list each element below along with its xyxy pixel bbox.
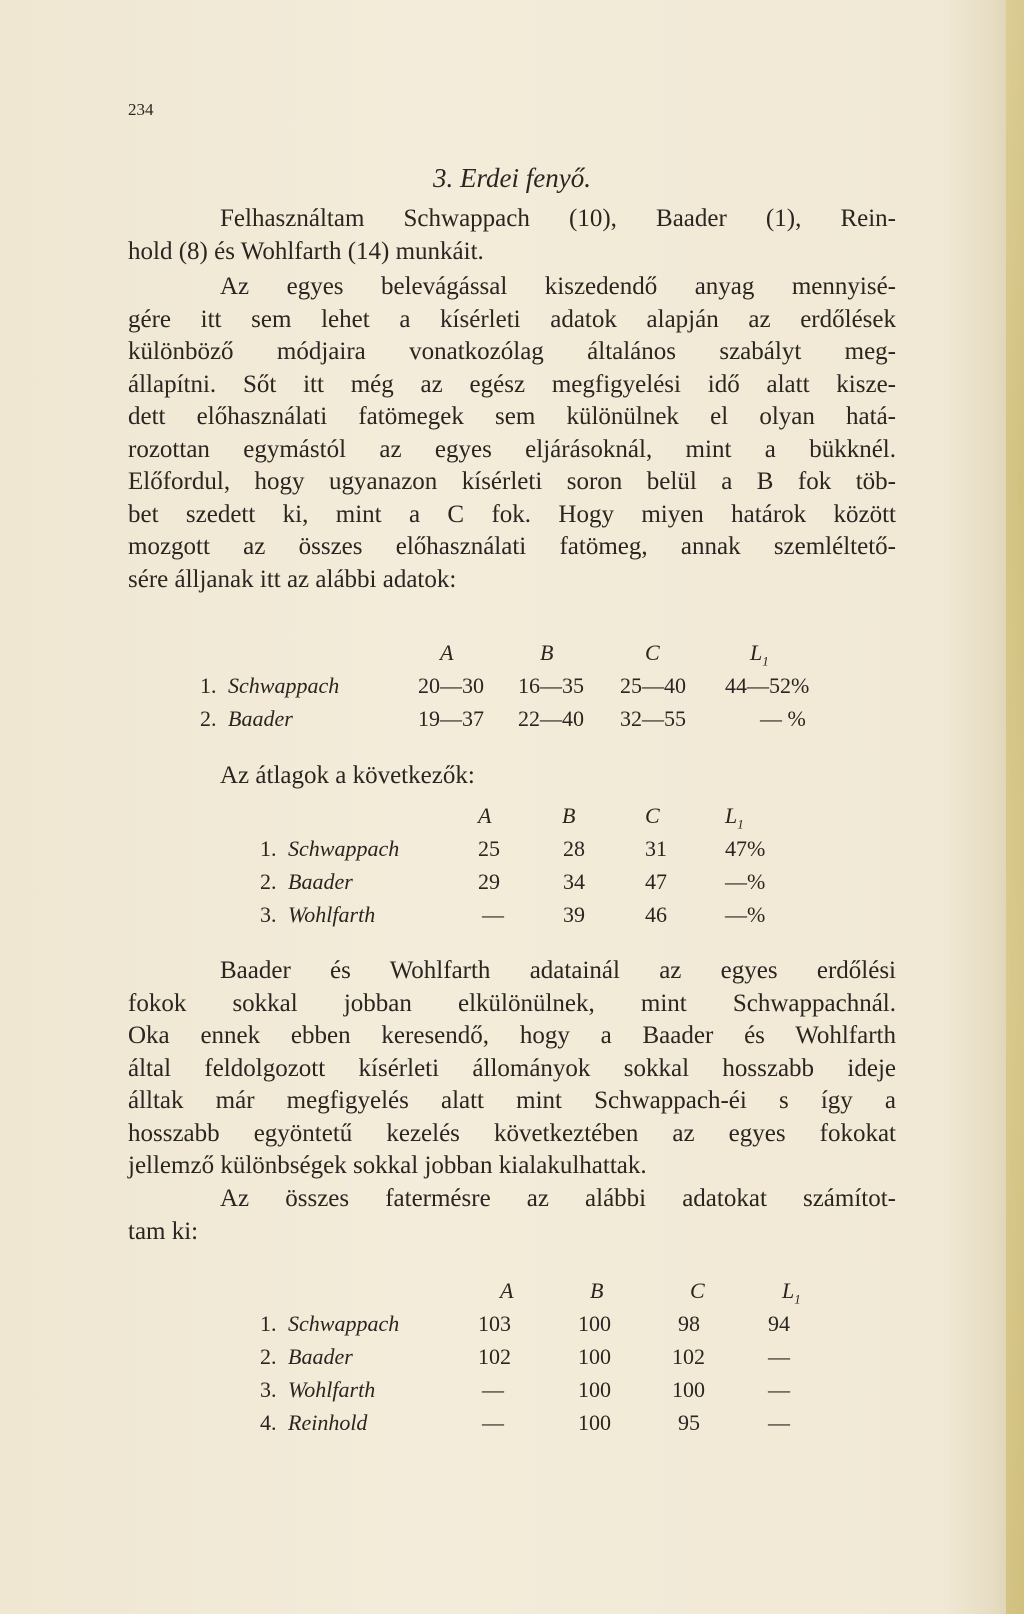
averages-intro xyxy=(128,760,896,793)
paragraph-line: jellemző különbségek sokkal jobban kialakulhattak. xyxy=(128,1152,647,1179)
row-number: 1. xyxy=(200,673,217,698)
row-author: Baader xyxy=(228,706,293,731)
paragraph-line: Baader és Wohlfarth adatainál az egyes erdőlési xyxy=(220,957,896,984)
cell-b: 16—35 xyxy=(518,673,584,698)
total-yield-table xyxy=(260,1278,820,1443)
column-header-c: C xyxy=(645,803,660,828)
cell-l1: —% xyxy=(725,869,766,894)
table-header-row xyxy=(200,640,820,673)
cell-b: 100 xyxy=(578,1344,611,1369)
row-author: Wohlfarth xyxy=(288,902,376,927)
row-number: 3. xyxy=(260,902,277,927)
column-header-subscript: 1 xyxy=(762,653,769,669)
cell-b: 22—40 xyxy=(518,706,584,731)
row-author: Baader xyxy=(288,1344,353,1369)
paragraph-line: bet szedett ki, mint a C fok. Hogy miyen határok között xyxy=(128,500,896,528)
cell-b: 100 xyxy=(578,1410,611,1435)
cell-a: 29 xyxy=(478,869,500,894)
page-number: 234 xyxy=(128,100,154,119)
paragraph-line: által feldolgozott kísérleti állományok sokkal hosszabb ideje xyxy=(128,1054,896,1082)
row-author: Schwappach xyxy=(228,673,340,698)
cell-a: 19—37 xyxy=(418,706,484,731)
cell-c: 102 xyxy=(672,1344,705,1369)
paragraph-line: állapítni. Sőt itt még az egész megfigyelési idő alatt kisze- xyxy=(128,370,896,398)
cell-l1: — % xyxy=(760,706,806,731)
paragraph-line: Oka ennek ebben keresendő, hogy a Baader és Wohlfarth xyxy=(128,1022,896,1049)
table-row xyxy=(260,869,820,902)
row-number: 2. xyxy=(260,869,277,894)
table-row xyxy=(260,1410,820,1443)
table-row xyxy=(260,1377,820,1410)
column-header-c: C xyxy=(645,640,660,665)
range-table xyxy=(200,640,820,739)
paragraph-line: Előfordul, hogy ugyanazon kísérleti soron belül a B fok töb- xyxy=(128,468,896,495)
table-row xyxy=(260,1344,820,1377)
row-author: Schwappach xyxy=(288,1311,400,1336)
cell-a: — xyxy=(482,902,504,927)
cell-l1: — xyxy=(768,1344,790,1369)
paragraph-line: hold (8) és Wohlfarth (14) munkáit. xyxy=(128,237,484,265)
column-header-b: B xyxy=(540,640,554,665)
cell-c: 47 xyxy=(645,869,667,894)
cell-l1: — xyxy=(768,1410,790,1435)
cell-c: 25—40 xyxy=(620,673,686,698)
cell-a: — xyxy=(482,1410,504,1435)
paragraph-line: Felhasználtam Schwappach (10), Baader (1), Rein- xyxy=(220,205,896,232)
column-header-b: B xyxy=(562,803,576,828)
paragraph-2 xyxy=(128,955,896,1183)
row-author: Wohlfarth xyxy=(288,1377,376,1402)
table-header-row xyxy=(260,1278,820,1311)
paragraph-line: különböző módjaira vonatkozólag általános szabályt meg- xyxy=(128,338,896,365)
column-header-l1 xyxy=(782,1278,801,1307)
section-title: 3. Erdei fenyő. xyxy=(433,163,591,193)
column-header-l: L xyxy=(782,1278,795,1303)
column-header-c: C xyxy=(690,1278,705,1303)
cell-c: 98 xyxy=(678,1311,700,1336)
cell-b: 28 xyxy=(563,836,585,861)
page-edge xyxy=(1006,0,1024,1614)
paragraph-line: álltak már megfigyelés alatt mint Schwappach-éi s így a xyxy=(128,1087,896,1114)
row-author: Schwappach xyxy=(288,836,400,861)
column-header-a: A xyxy=(440,640,454,665)
table-row xyxy=(260,1311,820,1344)
cell-b: 39 xyxy=(563,902,585,927)
column-header-subscript: 1 xyxy=(794,1291,801,1307)
averages-table xyxy=(260,803,820,935)
paragraph-line: sére álljanak itt az alábbi adatok: xyxy=(128,565,457,593)
cell-l1: — xyxy=(768,1377,790,1402)
cell-b: 100 xyxy=(578,1311,611,1336)
paragraph-3 xyxy=(128,1183,896,1248)
table-row xyxy=(260,902,820,935)
paragraph-line: rozottan egymástól az egyes eljárásoknál, mint a bükknél. xyxy=(128,435,896,463)
row-number: 1. xyxy=(260,1311,277,1336)
column-header-b: B xyxy=(590,1278,604,1303)
column-header-a: A xyxy=(478,803,492,828)
cell-c: 46 xyxy=(645,902,667,927)
cell-a: 103 xyxy=(478,1311,511,1336)
cell-a: 102 xyxy=(478,1344,511,1369)
table-header-row xyxy=(260,803,820,836)
row-number: 2. xyxy=(200,706,217,731)
paragraph-line: fokok sokkal jobban elkülönülnek, mint Schwappachnál. xyxy=(128,989,896,1017)
cell-c: 31 xyxy=(645,836,667,861)
column-header-l: L xyxy=(725,803,738,828)
cell-a: 20—30 xyxy=(418,673,484,698)
paragraph-line: hosszabb egyöntetű kezelés következtében az egyes fokokat xyxy=(128,1119,896,1147)
cell-l1: 44—52% xyxy=(725,673,810,698)
row-number: 1. xyxy=(260,836,277,861)
cell-l1: 94 xyxy=(768,1311,790,1336)
paragraph-line: Az egyes belevágással kiszedendő anyag mennyisé- xyxy=(220,273,896,300)
paragraph-line: Az átlagok a következők: xyxy=(220,762,475,789)
intro-paragraph xyxy=(128,203,896,268)
cell-b: 34 xyxy=(563,869,585,894)
column-header-l1 xyxy=(725,803,744,832)
cell-a: 25 xyxy=(478,836,500,861)
row-number: 3. xyxy=(260,1377,277,1402)
paragraph-line: Az összes fatermésre az alábbi adatokat számítot- xyxy=(220,1185,896,1212)
cell-c: 95 xyxy=(678,1410,700,1435)
cell-c: 100 xyxy=(672,1377,705,1402)
paragraph-line: gére itt sem lehet a kísérleti adatok alapján az erdőlések xyxy=(128,305,896,333)
cell-l1: —% xyxy=(725,902,766,927)
cell-l1: 47% xyxy=(725,836,766,861)
table-row xyxy=(200,673,820,706)
column-header-l1 xyxy=(750,640,769,669)
paragraph-1 xyxy=(128,271,896,596)
cell-a: — xyxy=(482,1377,504,1402)
cell-c: 32—55 xyxy=(620,706,686,731)
row-author: Baader xyxy=(288,869,353,894)
row-author: Reinhold xyxy=(288,1410,368,1435)
paragraph-line: mozgott az összes előhasználati fatömeg, annak szemléltető- xyxy=(128,533,896,560)
row-number: 4. xyxy=(260,1410,277,1435)
paragraph-line: dett előhasználati fatömegek sem különülnek el olyan hatá- xyxy=(128,403,896,430)
paragraph-line: tam ki: xyxy=(128,1217,199,1245)
column-header-l: L xyxy=(750,640,763,665)
cell-b: 100 xyxy=(578,1377,611,1402)
column-header-a: A xyxy=(500,1278,514,1303)
table-row xyxy=(260,836,820,869)
column-header-subscript: 1 xyxy=(737,816,744,832)
table-row xyxy=(200,706,820,739)
row-number: 2. xyxy=(260,1344,277,1369)
